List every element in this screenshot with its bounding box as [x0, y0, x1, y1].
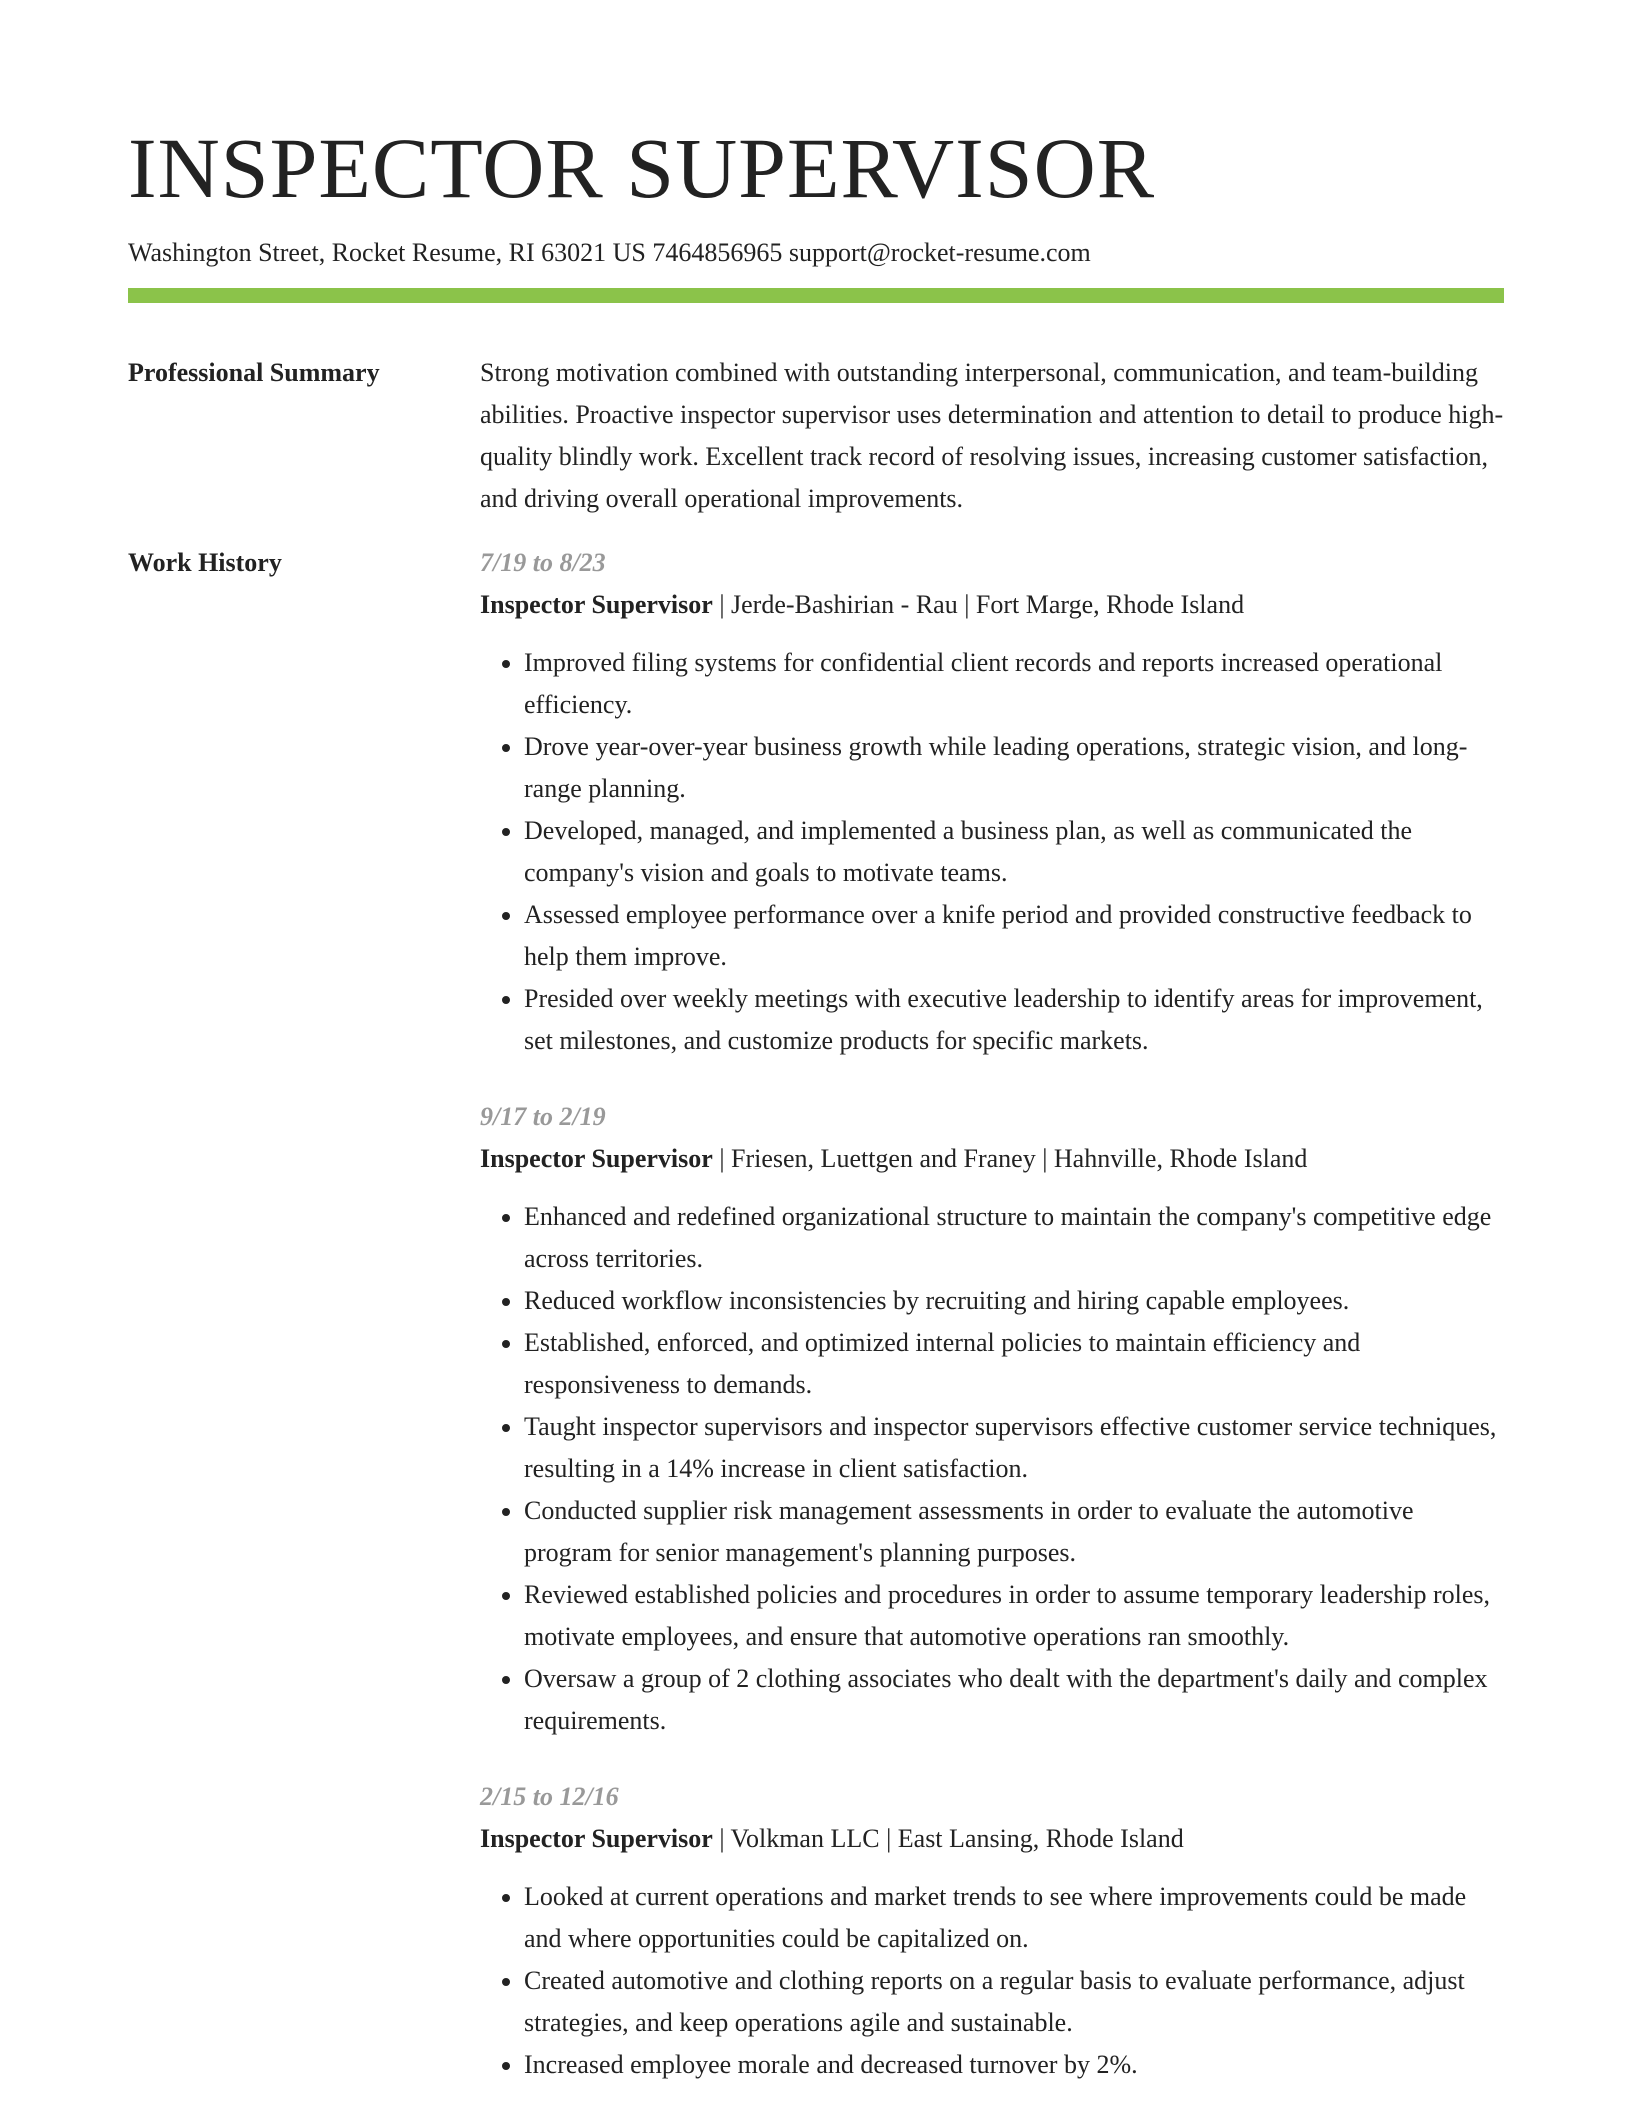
job-heading	[480, 1818, 1504, 1860]
job-bullet: • Increased employee morale and decreased turnover by 2%.	[524, 2044, 1504, 2086]
job-entry	[480, 542, 1504, 1062]
job-title: Inspector Supervisor	[480, 1144, 713, 1173]
job-bullet: • Enhanced and redefined organizational structure to maintain the company's competitive edge across territories.	[524, 1196, 1504, 1280]
job-dates: 2/15 to 12/16	[480, 1782, 619, 1811]
job-title: Inspector Supervisor	[480, 1824, 713, 1853]
job-bullet-list	[480, 642, 1504, 1062]
job-entry	[480, 1776, 1504, 2086]
job-employer-location: | Volkman LLC | East Lansing, Rhode Island	[712, 1824, 1184, 1853]
resume-name-heading: INSPECTOR SUPERVISOR	[128, 120, 1156, 216]
job-employer-location: | Jerde-Bashirian - Rau | Fort Marge, Rhode Island	[712, 590, 1245, 619]
job-bullet: • Developed, managed, and implemented a business plan, as well as communicated the company's vision and goals to motivate teams.	[524, 810, 1504, 894]
header-accent-rule	[128, 288, 1504, 303]
job-bullet: • Drove year-over-year business growth while leading operations, strategic vision, and long-range planning.	[524, 726, 1504, 810]
job-dates: 7/19 to 8/23	[480, 548, 606, 577]
section-label-work-history: Work History	[128, 548, 282, 577]
job-dates: 9/17 to 2/19	[480, 1102, 606, 1131]
job-bullet: • Conducted supplier risk management assessments in order to evaluate the automotive program for senior management's planning purposes.	[524, 1490, 1504, 1574]
job-bullet: • Assessed employee performance over a knife period and provided constructive feedback to help them improve.	[524, 894, 1504, 978]
resume-page	[128, 118, 1504, 2120]
job-bullet: • Presided over weekly meetings with executive leadership to identify areas for improvement, set milestones, and customize products for specific markets.	[524, 978, 1504, 1062]
contact-email: support@rocket-resume.com	[788, 238, 1091, 267]
job-bullet: • Oversaw a group of 2 clothing associates who dealt with the department's daily and complex requirements.	[524, 1658, 1504, 1742]
job-bullet-list	[480, 1876, 1504, 2086]
summary-text: Strong motivation combined with outstanding interpersonal, communication, and team-building abilities. Proactive inspector supervisor uses determination and attention to detail to produce high-quality blindly work. Excellent track record of resolving issues, increasing customer satisfaction, and driving overall operational improvements.	[480, 358, 1504, 513]
job-entry	[480, 1096, 1504, 1742]
section-label-summary: Professional Summary	[128, 358, 380, 387]
job-title: Inspector Supervisor	[480, 590, 713, 619]
job-heading	[480, 584, 1504, 626]
work-history-list	[480, 542, 1504, 2120]
job-bullet: • Reviewed established policies and procedures in order to assume temporary leadership roles, motivate employees, and ensure that automotive operations ran smoothly.	[524, 1574, 1504, 1658]
job-bullet: • Looked at current operations and market trends to see where improvements could be made and where opportunities could be capitalized on.	[524, 1876, 1504, 1960]
professional-summary-section	[128, 352, 1504, 520]
job-bullet: • Improved filing systems for confidential client records and reports increased operational efficiency.	[524, 642, 1504, 726]
job-heading	[480, 1138, 1504, 1180]
job-bullet: • Reduced workflow inconsistencies by recruiting and hiring capable employees.	[524, 1280, 1504, 1322]
contact-phone: 7464856965	[652, 238, 789, 267]
job-employer-location: | Friesen, Luettgen and Franey | Hahnville, Rhode Island	[712, 1144, 1308, 1173]
job-bullet-list	[480, 1196, 1504, 1742]
job-bullet: • Established, enforced, and optimized internal policies to maintain efficiency and responsiveness to demands.	[524, 1322, 1504, 1406]
job-bullet: • Created automotive and clothing reports on a regular basis to evaluate performance, adjust strategies, and keep operations agile and sustainable.	[524, 1960, 1504, 2044]
job-bullet: • Taught inspector supervisors and inspector supervisors effective customer service techniques, resulting in a 14% increase in client satisfaction.	[524, 1406, 1504, 1490]
contact-line	[128, 236, 1504, 270]
contact-address: Washington Street, Rocket Resume, RI 63021 US	[128, 238, 653, 267]
work-history-section	[128, 542, 1504, 2120]
